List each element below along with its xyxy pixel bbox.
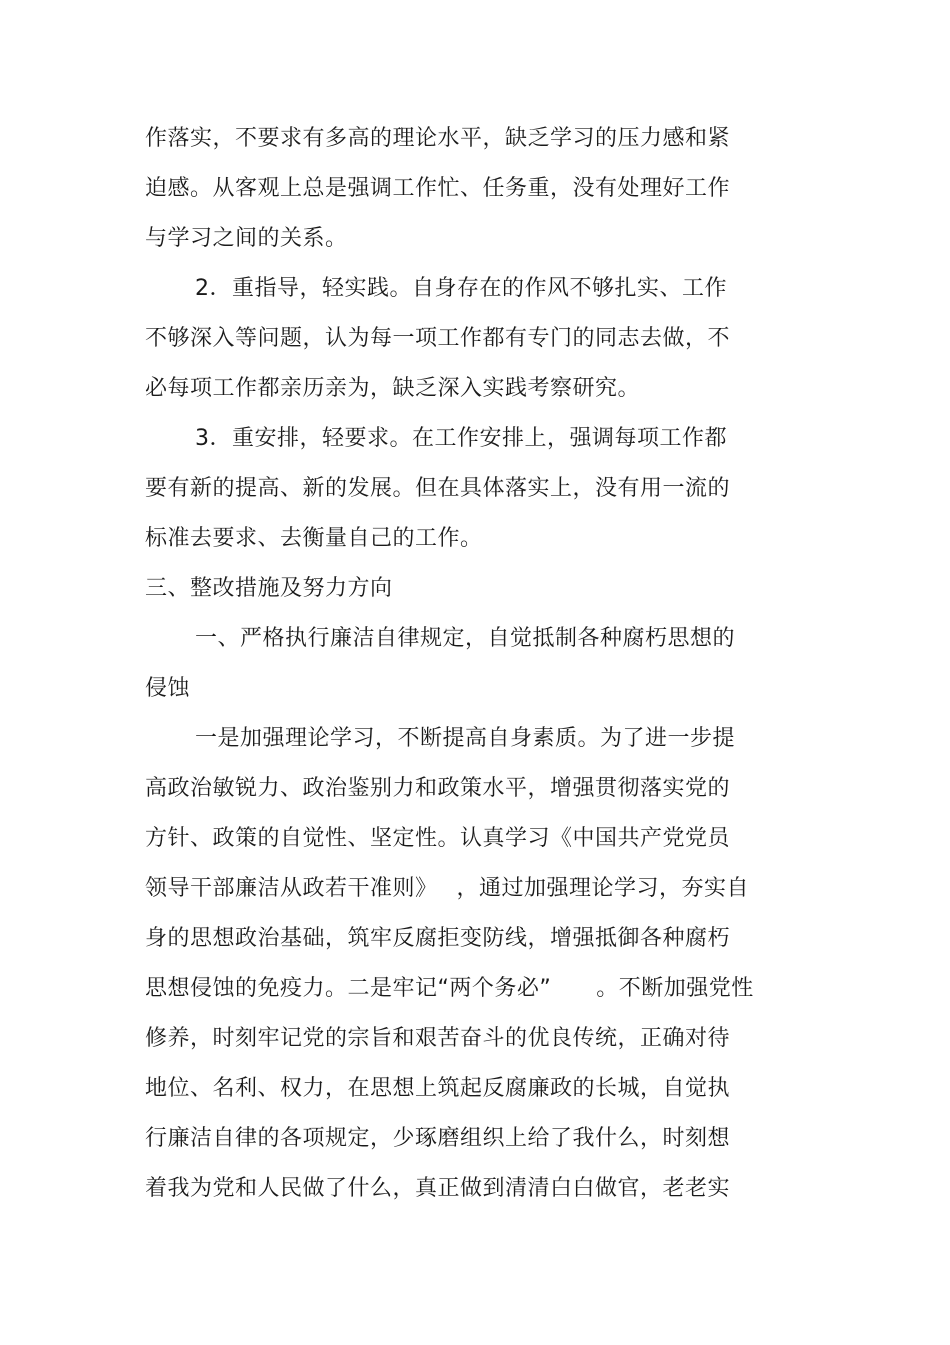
paragraph-start: 一是加强理论学习，不断提高自身素质。为了进一步提 <box>195 726 736 751</box>
text-line-14: 高政治敏锐力、政治鉴别力和政策水平，增强贯彻落实党的 <box>145 776 731 801</box>
text-line-17: 身的思想政治基础，筑牢反腐拒变防线，增强抵御各种腐朽 <box>145 926 731 951</box>
text-line-20: 地位、名利、权力，在思想上筑起反腐廉政的长城，自觉执 <box>145 1076 731 1101</box>
text-line-9: 标准去要求、去衡量自己的工作。 <box>145 526 483 551</box>
text-line-16: 领导干部廉洁从政若干准则》 ，通过加强理论学习，夯实自 <box>145 876 749 901</box>
text-line-3: 与学习之间的关系。 <box>145 226 348 251</box>
section-heading-3: 三、整改措施及努力方向 <box>145 576 393 601</box>
text-line-5: 不够深入等问题，认为每一项工作都有专门的同志去做，不 <box>145 326 731 351</box>
text-line-1: 作落实，不要求有多高的理论水平，缺乏学习的压力感和紧 <box>145 126 731 151</box>
text-line-6: 必每项工作都亲历亲为，缺乏深入实践考察研究。 <box>145 376 641 401</box>
text-line-18: 思想侵蚀的免疫力。二是牢记“两个务必” 。不断加强党性 <box>145 976 754 1001</box>
text-line-12: 侵蚀 <box>145 676 191 701</box>
text-line-8: 要有新的提高、新的发展。但在具体落实上，没有用一流的 <box>145 476 731 501</box>
list-item-3-heading: 3．重安排，轻要求。在工作安排上，强调每项工作都 <box>195 426 727 451</box>
text-line-2: 迫感。从客观上总是强调工作忙、任务重，没有处理好工作 <box>145 176 731 201</box>
text-line-19: 修养，时刻牢记党的宗旨和艰苦奋斗的优良传统，正确对待 <box>145 1026 731 1051</box>
list-item-2-heading: 2．重指导，轻实践。自身存在的作风不够扎实、工作 <box>195 276 727 301</box>
text-line-22: 着我为党和人民做了什么，真正做到清清白白做官，老老实 <box>145 1176 731 1201</box>
subsection-heading-1: 一、严格执行廉洁自律规定，自觉抵制各种腐朽思想的 <box>195 626 736 651</box>
text-line-15: 方针、政策的自觉性、坚定性。认真学习《中国共产党党员 <box>145 826 731 851</box>
text-line-21: 行廉洁自律的各项规定，少琢磨组织上给了我什么，时刻想 <box>145 1126 731 1151</box>
